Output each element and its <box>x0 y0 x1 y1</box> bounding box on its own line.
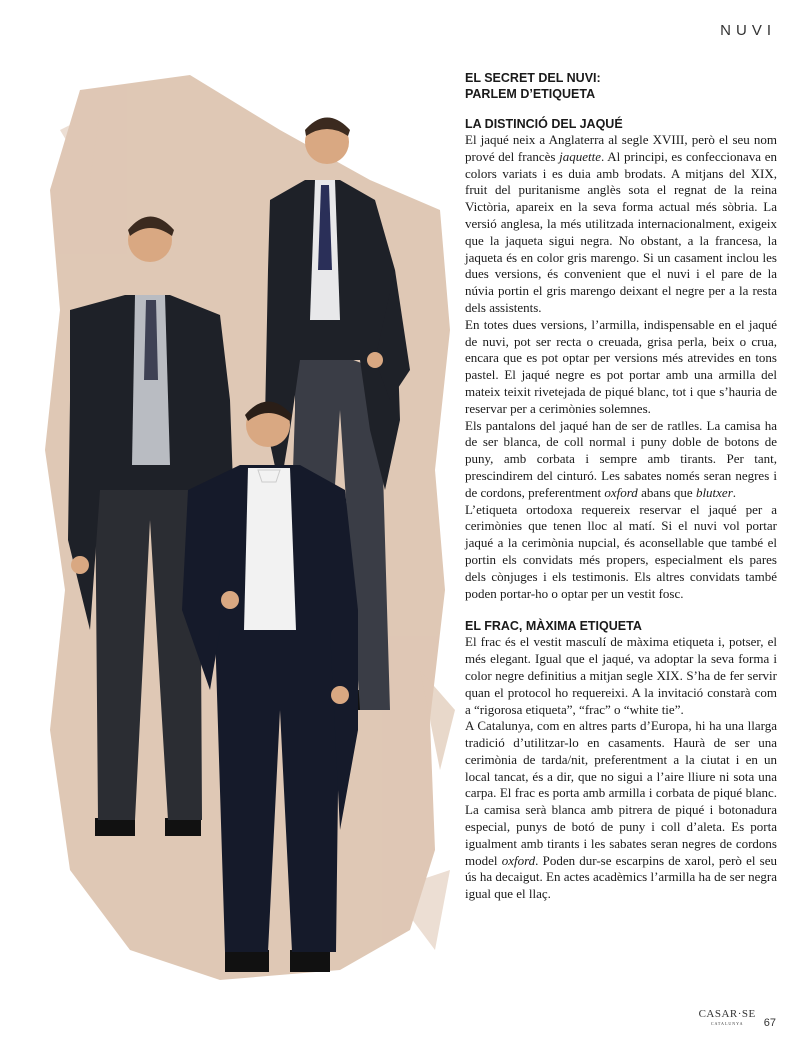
text: El frac és el vestit masculí de màxima etiqueta i, potser, el més elegant. Igual que el jaqué, va adoptar la seva forma i color negre definitius a mitjan segle XIX. S’ha de fer servir quan el protocol ho requereixi. A la invitació constarà com a “rigorosa etiqueta”, “frac” o “white tie”. <box>465 634 777 717</box>
text: En totes dues versions, l’armilla, indispensable en el jaqué de nuvi, pot ser recta o creuada, grisa perla, beix o crua, encara que es pot optar per versions més atrevides en tons pastel. El jaqué negre es pot portar amb una armilla del mateix teixit rivetejada de piqué blanc, tot i que s’hauria de reservar per a cerimònies solemnes. <box>465 316 777 416</box>
italic-term: oxford <box>501 852 536 868</box>
page-number: 67 <box>763 1017 776 1029</box>
italic-term: blutxer <box>695 484 733 500</box>
italic-term: oxford <box>604 484 638 500</box>
paragraph <box>465 634 777 718</box>
italic-term: jaquette <box>559 148 602 164</box>
paragraph <box>465 132 777 317</box>
paragraph <box>465 502 777 603</box>
article-kicker <box>465 70 777 102</box>
text: . Al principi, es confeccionava en colors variats i es duia amb brodats. A mitjans del XIX, fruit del puritanisme anglès sota el regnat de la reina Victòria, apareix en la seva forma actual més sòbria. La versió anglesa, la més utilitzada internacionalment, exigeix que la jaqueta sigui negra. No obstant, a la francesa, la jaqueta és en color gris marengo. Si un casament inclou les dues versions, és convenient que el nuvi i el pare de la núvia portin el gris marengo deixant el negre per a la resta dels assistents. <box>465 148 777 315</box>
magazine-logo <box>699 1009 756 1029</box>
text: El jaqué neix a Anglaterra al segle XVIII, però el seu nom prové del francès <box>465 132 777 164</box>
section-heading-frac: EL FRAC, MÀXIMA ETIQUETA <box>465 619 642 634</box>
section-tag: NUVI <box>720 22 776 39</box>
paragraph <box>465 418 777 502</box>
section-heading-jaque: LA DISTINCIÓ DEL JAQUÉ <box>465 117 623 131</box>
text: . <box>732 484 737 500</box>
text: . Poden dur-se escarpins de xarol, però el seu ús ha decaigut. En actes acadèmics l’armilla ha de ser negra igual que el llaç. <box>465 852 778 902</box>
grooms-photo <box>40 70 460 1000</box>
paragraph <box>465 317 777 418</box>
text: A Catalunya, com en altres parts d’Europa, hi ha una llarga tradició d’utilitzar-lo en casaments. Haurà de ser una cerimònia de tarda/nit, preferentment a la ciutat i en un local tancat, és a dir, que no sigui a l’aire lliure ni sota una carpa. El frac es porta amb armilla i corbata de piqué blanc. La camisa serà blanca amb pitrera de piqué i botonadura especial, punys de botó de puny i coll d’aleta. Es porta igualment amb tirants i les sabates seran negres de cordons model <box>465 718 777 868</box>
logo-text: CASAR·SE <box>698 1008 756 1020</box>
text: L’etiqueta ortodoxa requereix reservar el jaqué per a cerimònies que tenen lloc al matí. Si el nuvi vol portar jaqué a la cerimònia nupcial, és aconsellable que també el portin els convidats més propers, especialment els pares dels cònjuges i els testimonis. Els altres convidats també poden portar-ho o optar per un vestit fosc. <box>465 501 777 601</box>
kicker-line-1: EL SECRET DEL NUVI: <box>465 71 601 85</box>
page-footer <box>699 1009 776 1029</box>
kicker-line-2: PARLEM D’ETIQUETA <box>465 87 596 101</box>
article <box>465 70 777 903</box>
paragraph <box>465 718 777 903</box>
text: abans que <box>637 484 696 500</box>
text: Els pantalons del jaqué han de ser de ratlles. La camisa ha de ser blanca, de coll normal i puny doble de botons de puny, amb corbata i sempre amb tirants. Per tant, prescindirem del cinturó. Les sabates només seran negres i de cordons, preferentment <box>465 417 777 500</box>
logo-subtext: CATALUNYA <box>710 1021 744 1026</box>
